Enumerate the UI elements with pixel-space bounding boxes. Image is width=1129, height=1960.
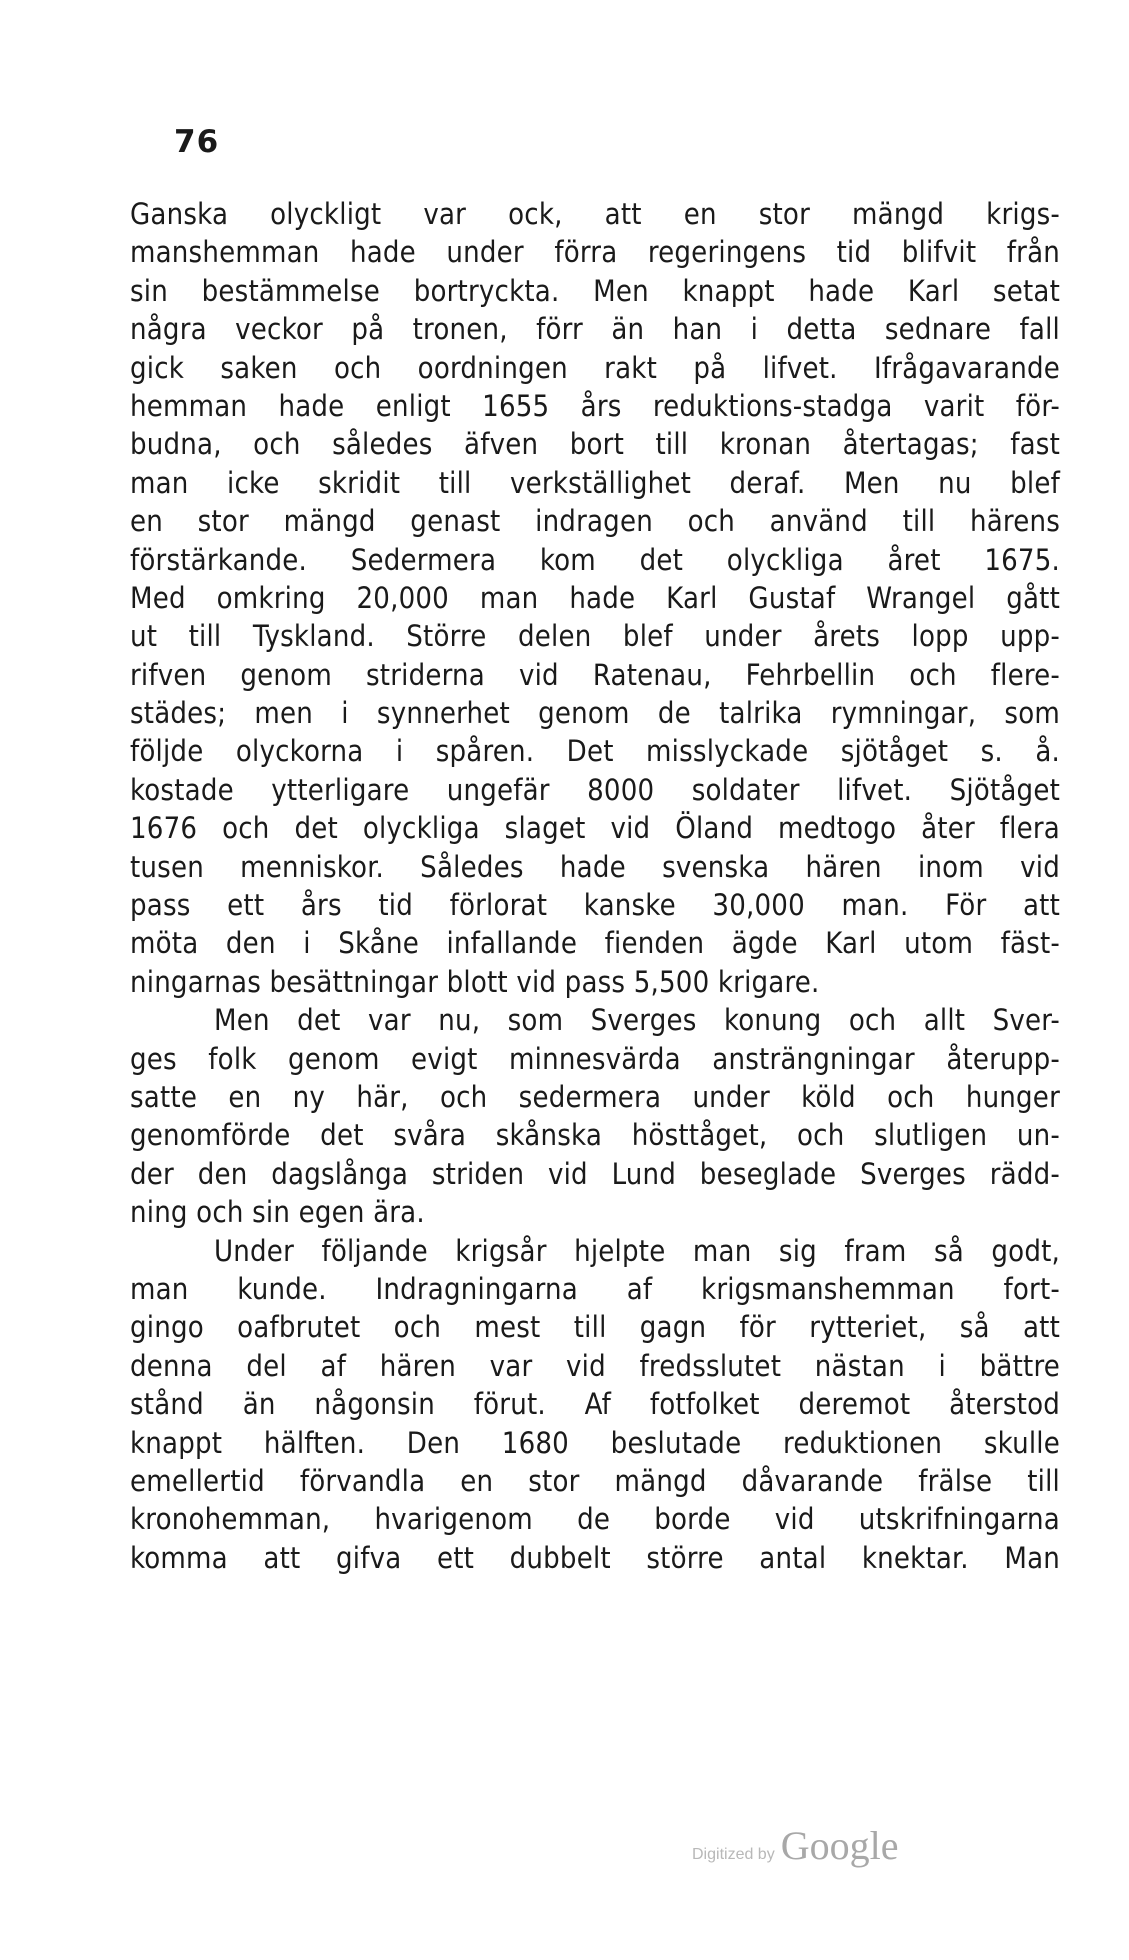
text-line: följde olyckorna i spåren. Det misslyckade sjötåget s. å. <box>130 734 1060 769</box>
text-line: komma att gifva ett dubbelt större antal knektar. Man <box>130 1540 1060 1575</box>
text-line: budna, och således äfven bort till kronan återtagas; fast <box>130 427 1060 462</box>
google-logo: Google <box>780 1823 899 1868</box>
text-line: manshemman hade under förra regeringens tid blifvit från <box>130 235 1060 270</box>
text-line: stånd än någonsin förut. Af fotfolket deremot återstod <box>130 1387 1060 1422</box>
text-line: möta den i Skåne infallande fienden ägde Karl utom fäst- <box>130 926 1060 961</box>
text-line: förstärkande. Sedermera kom det olyckliga året 1675. <box>130 542 1060 577</box>
text-line: gick saken och oordningen rakt på lifvet. Ifrågavarande <box>130 350 1060 385</box>
text-line: Under följande krigsår hjelpte man sig fram så godt, <box>214 1233 1060 1268</box>
text-line: rifven genom striderna vid Ratenau, Fehrbellin och flere- <box>130 657 1060 692</box>
text-line: sin bestämmelse bortryckta. Men knappt hade Karl setat <box>130 273 1060 308</box>
text-line: denna del af hären var vid fredsslutet nästan i bättre <box>130 1348 1060 1383</box>
watermark-prefix: Digitized by <box>692 1846 775 1863</box>
text-line: en stor mängd genast indragen och använd till härens <box>130 504 1060 539</box>
text-line: der den dagslånga striden vid Lund beseglade Sverges rädd- <box>130 1156 1060 1191</box>
text-line: hemman hade enligt 1655 års reduktions-stadga varit för- <box>130 388 1060 423</box>
text-line: emellertid förvandla en stor mängd dåvarande frälse till <box>130 1463 1060 1498</box>
text-line: tusen menniskor. Således hade svenska hären inom vid <box>130 849 1060 884</box>
text-line: Ganska olyckligt var ock, att en stor mängd krigs- <box>130 197 1060 231</box>
text-line: ningarnas besättningar blott vid pass 5,500 krigare. <box>130 964 820 999</box>
text-line: några veckor på tronen, förr än han i detta sednare fall <box>130 312 1060 347</box>
text-line: pass ett års tid förlorat kanske 30,000 man. För att <box>130 888 1060 923</box>
text-line: gingo oafbrutet och mest till gagn för rytteriet, så att <box>130 1310 1060 1345</box>
text-line: 1676 och det olyckliga slaget vid Öland medtogo åter flera <box>130 811 1060 846</box>
page-number: 76 <box>174 124 220 160</box>
text-line: satte en ny här, och sedermera under köld och hunger <box>130 1079 1060 1114</box>
text-line: ges folk genom evigt minnesvärda ansträngningar återupp- <box>130 1041 1060 1076</box>
body-text <box>130 195 1060 1577</box>
text-line: genomförde det svåra skånska hösttåget, och slutligen un- <box>130 1118 1060 1153</box>
text-line: Men det var nu, som Sverges konung och allt Sver- <box>214 1003 1060 1038</box>
digitized-watermark <box>692 1822 898 1869</box>
text-line: kostade ytterligare ungefär 8000 soldater lifvet. Sjötåget <box>130 772 1060 807</box>
text-line: man kunde. Indragningarna af krigsmanshemman fort- <box>130 1271 1060 1306</box>
text-line: man icke skridit till verkställighet deraf. Men nu blef <box>130 465 1060 500</box>
text-line: ning och sin egen ära. <box>130 1195 425 1230</box>
text-line: ut till Tyskland. Större delen blef under årets lopp upp- <box>130 619 1060 654</box>
text-line: städes; men i synnerhet genom de talrika rymningar, som <box>130 696 1060 731</box>
text-line: Med omkring 20,000 man hade Karl Gustaf Wrangel gått <box>130 580 1060 615</box>
text-line: kronohemman, hvarigenom de borde vid utskrifningarna <box>130 1502 1060 1537</box>
text-line: knappt hälften. Den 1680 beslutade reduktionen skulle <box>130 1425 1060 1460</box>
